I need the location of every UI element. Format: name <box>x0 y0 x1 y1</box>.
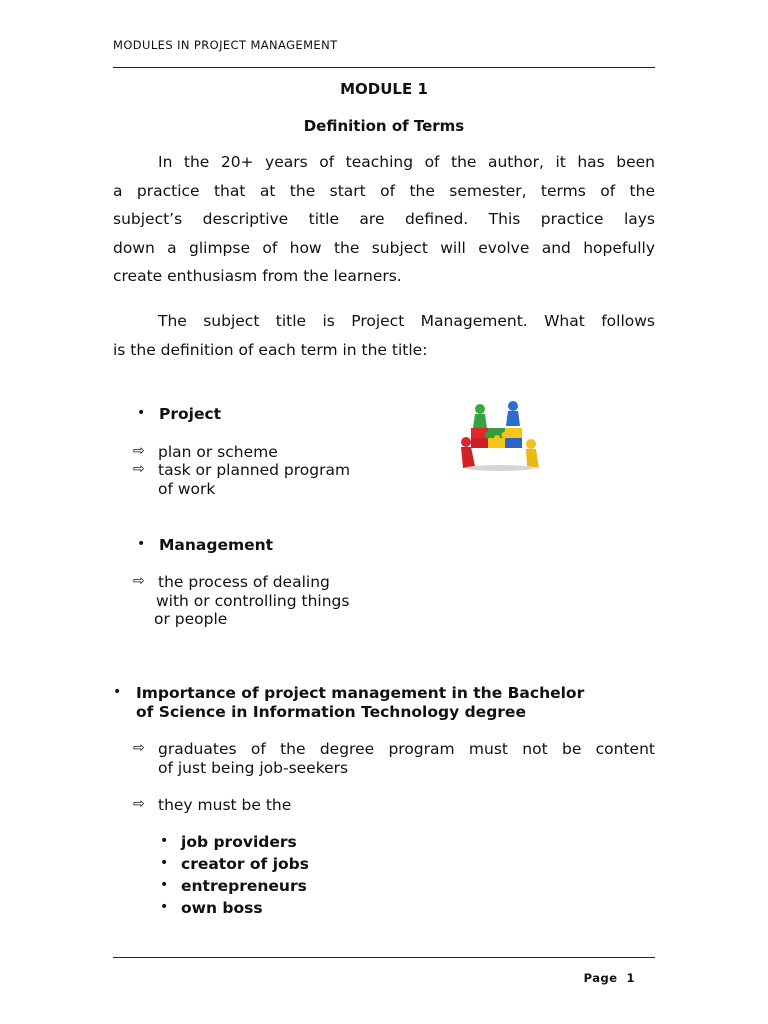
intro-paragraph <box>113 148 655 291</box>
intro-line: subject’s descriptive title are defined. This practice lays <box>113 210 655 228</box>
project-definition-2: task or planned program <box>158 461 351 479</box>
bullet-dot: • <box>160 833 169 849</box>
puzzle-teamwork-illustration <box>457 400 545 472</box>
arrow-icon: ⇨ <box>133 443 145 459</box>
bullet-dot: • <box>137 405 146 421</box>
importance-point-2: they must be the <box>158 796 292 814</box>
role-item: creator of jobs <box>181 855 309 873</box>
intro-line: a practice that at the start of the semester, terms of the <box>113 181 655 200</box>
arrow-icon: ⇨ <box>133 573 145 589</box>
section-title: Definition of Terms <box>303 117 465 135</box>
page-number: Page 1 <box>583 971 635 985</box>
role-item: job providers <box>181 833 297 851</box>
arrow-icon: ⇨ <box>133 740 145 756</box>
term-management-label: Management <box>159 536 274 554</box>
management-definition-cont: or people <box>154 610 228 628</box>
importance-point-1: graduates of the degree program must not be content <box>158 740 655 758</box>
module-title: MODULE 1 <box>340 80 428 98</box>
subject-line: is the definition of each term in the title: <box>113 340 428 359</box>
importance-point-1-cont: of just being job-seekers <box>158 759 349 777</box>
role-item: entrepreneurs <box>181 877 307 895</box>
bullet-dot: • <box>160 855 169 871</box>
subject-line: The subject title is Project Management. What follows <box>158 312 655 330</box>
intro-line: create enthusiasm from the learners. <box>113 267 402 285</box>
management-definition: the process of dealing <box>158 573 330 591</box>
importance-heading-cont: of Science in Information Technology degree <box>136 703 526 721</box>
subject-paragraph <box>113 307 655 364</box>
intro-line: In the 20+ years of teaching of the author, it has been <box>158 153 655 171</box>
project-definition-2-cont: of work <box>158 480 216 498</box>
bullet-dot: • <box>113 684 122 700</box>
importance-heading: Importance of project management in the Bachelor <box>136 684 585 702</box>
role-item: own boss <box>181 899 263 917</box>
bullet-dot: • <box>160 899 169 915</box>
arrow-icon: ⇨ <box>133 796 145 812</box>
footer-rule <box>113 957 655 958</box>
project-definition-1: plan or scheme <box>158 443 278 461</box>
intro-line: down a glimpse of how the subject will evolve and hopefully <box>113 238 655 257</box>
management-definition-cont: with or controlling things <box>156 592 350 610</box>
term-project-label: Project <box>159 405 222 423</box>
running-header: MODULES IN PROJECT MANAGEMENT <box>113 38 338 52</box>
bullet-dot: • <box>160 877 169 893</box>
arrow-icon: ⇨ <box>133 461 145 477</box>
bullet-dot: • <box>137 536 146 552</box>
header-rule <box>113 67 655 68</box>
